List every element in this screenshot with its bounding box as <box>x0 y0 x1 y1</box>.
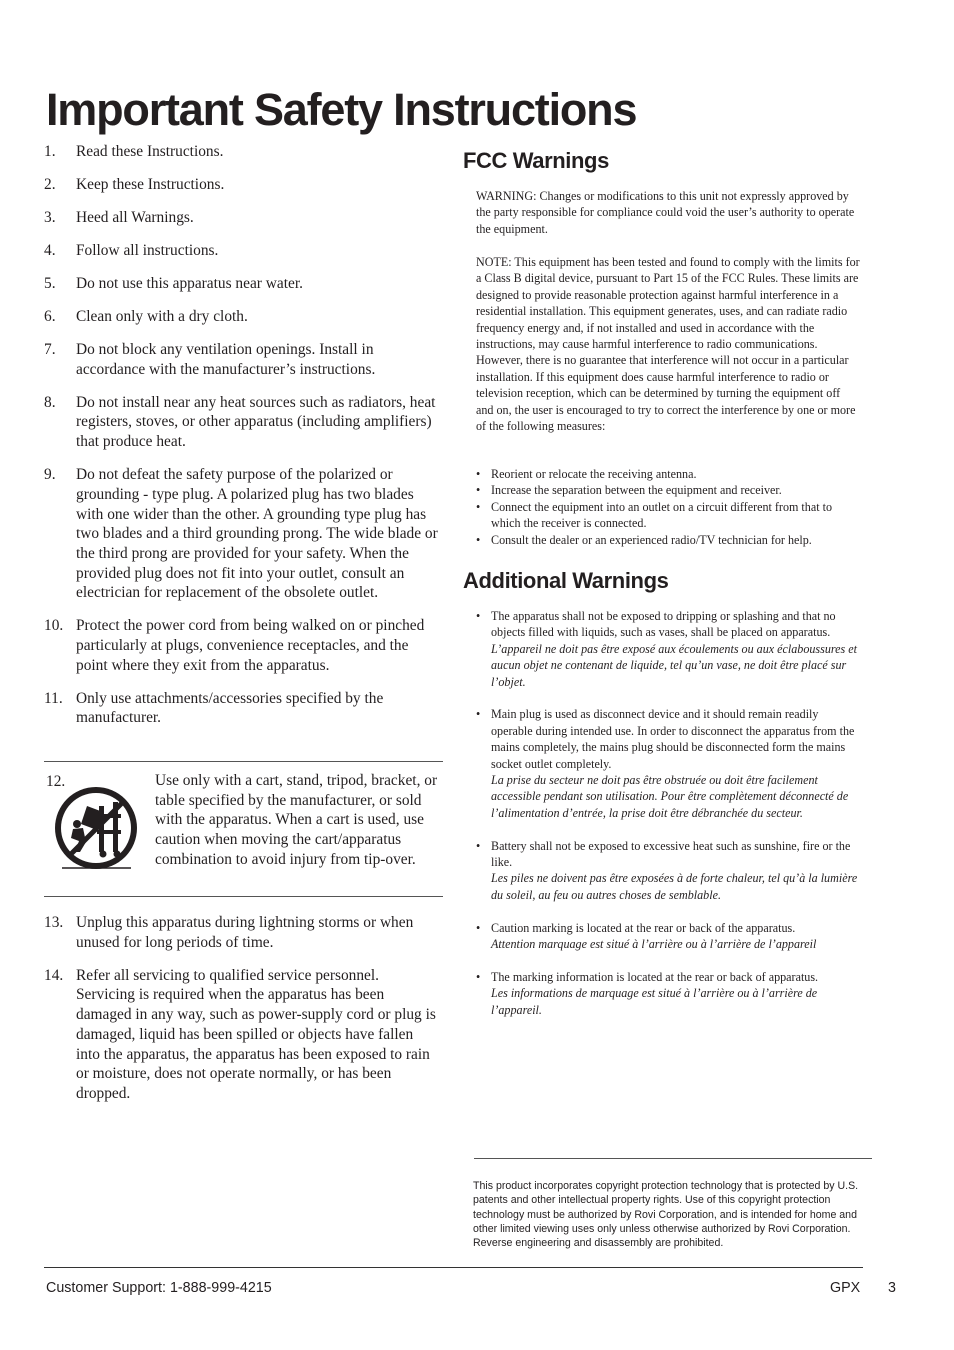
item-text: Do not block any ventilation openings. Install in accordance with the manufacturer’s instructions. <box>76 341 376 378</box>
instruction-list-continued <box>44 913 440 1117</box>
item-text: Unplug this apparatus during lightning storms or when unused for long periods of time. <box>76 914 414 951</box>
warning-text-fr: Les piles ne doivent pas être exposées à de forte chaleur, tel qu’à la lumière du soleil, au feu ou autres choses de semblable. <box>491 871 858 902</box>
bullet: • <box>476 532 481 547</box>
additional-warnings-list <box>476 608 862 1034</box>
warning-text-fr: Attention marquage est situé à l’arrière ou à l’arrière de l’appareil <box>491 937 817 952</box>
item-text: Do not install near any heat sources such as radiators, heat registers, stoves, or other apparatus (including amplifiers) that produce heat. <box>76 393 436 451</box>
item-text: Keep these Instructions. <box>76 176 225 193</box>
list-item <box>44 465 440 603</box>
fcc-note-text: NOTE: This equipment has been tested and found to comply with the limits for a Class B digital device, pursuant to Part 15 of the FCC Rules. These limits are designed to provide reasonable protection against harmful interference in a residential installation. This equipment generates, uses, and can radiate radio frequency energy and, if not installed and used in accordance with the instructions, may cause harmful interference to radio communications. However, there is no guarantee that interference will not occur in a particular installation. If this equipment does cause harmful interference to radio or television reception, which can be determined by turning the equipment off and on, the user is encouraged to try to correct the interference by one or more of the following measures: <box>476 255 860 434</box>
list-item <box>44 142 440 162</box>
customer-support: Customer Support: 1-888-999-4215 <box>46 1280 272 1296</box>
bullet: • <box>476 499 481 514</box>
item-text: Only use attachments/accessories specified by the manufacturer. <box>76 689 384 727</box>
list-item <box>476 608 862 690</box>
measure-text: Increase the separation between the equipment and receiver. <box>491 483 782 498</box>
item-number: 11. <box>44 689 63 707</box>
item-number: 12. <box>46 773 66 790</box>
warning-text: The apparatus shall not be exposed to dripping or splashing and that no objects filled with liquids, such as vases, shall be placed on apparatus. <box>491 609 836 640</box>
warning-text-fr: La prise du secteur ne doit pas être obstruée ou doit être facilement accessible pendant son utilisation. Pour être complètement déconnecté de l’alimentation d’entrée, la prise doit être débranchée du secteur. <box>491 773 849 820</box>
list-item <box>476 969 862 1018</box>
measure-text: Connect the equipment into an outlet on a circuit different from that to which the receiver is connected. <box>491 499 832 531</box>
additional-warnings-heading: Additional Warnings <box>463 568 669 593</box>
bullet: • <box>476 707 481 722</box>
item-number: 10. <box>44 617 64 635</box>
fcc-measures-list <box>476 466 860 548</box>
item-number: 1. <box>44 143 56 160</box>
copyright-divider <box>474 1158 872 1159</box>
item-number: 2. <box>44 176 56 193</box>
list-item <box>44 175 440 195</box>
fcc-warning-text: WARNING: Changes or modifications to this unit not expressly approved by the party responsible for compliance could void the user’s authority to operate the equipment. <box>476 189 855 236</box>
instruction-list <box>44 142 440 741</box>
list-item <box>476 706 862 821</box>
item-number: 13. <box>44 914 64 931</box>
item-text: Use only with a cart, stand, tripod, bracket, or table specified by the manufacturer, or sold with the apparatus. When a cart is used, use caution when moving the cart/apparatus combination to avoid injury from tip-over. <box>155 772 438 868</box>
item-text: Follow all instructions. <box>76 242 219 259</box>
item-text: Protect the power cord from being walked on or pinched particularly at plugs, convenience receptacles, and the point where they exit from the apparatus. <box>76 617 425 674</box>
list-item <box>476 532 860 548</box>
item-number: 6. <box>44 308 56 325</box>
list-item <box>44 208 440 228</box>
copyright-notice: This product incorporates copyright protection technology that is protected by U.S. patents and other intellectual property rights. Use of this copyright protection technology must be authorized by Rovi Corporation, and is intended for home and other limited viewing uses only unless otherwise authorized by Rovi Corporation. Reverse engineering and disassembly are prohibited. <box>473 1180 859 1250</box>
page-number: 3 <box>888 1280 896 1296</box>
list-item <box>476 499 860 532</box>
item-text: Do not use this apparatus near water. <box>76 275 303 292</box>
warning-text-fr: L’appareil ne doit pas être exposé aux écoulements ou aux éclaboussures et aucun objet ne contenant de liquide, tel qu’un vase, ne doit être placé sur l’objet. <box>491 641 857 689</box>
list-item <box>476 920 862 953</box>
list-item <box>44 241 440 261</box>
list-item <box>44 340 440 379</box>
brand-name: GPX <box>830 1280 861 1296</box>
list-item <box>44 274 440 294</box>
fcc-heading: FCC Warnings <box>463 148 609 173</box>
item-text: Heed all Warnings. <box>76 209 194 226</box>
item-text: Refer all servicing to qualified service personnel. Servicing is required when the apparatus has been damaged in any way, such as power-supply cord or plug is damaged, liquid has been spilled or objects have fallen into the apparatus, the apparatus has been exposed to rain or moisture, does not operate normally, or has been dropped. <box>76 966 436 1102</box>
list-item <box>44 966 440 1104</box>
page-title: Important Safety Instructions <box>46 84 637 135</box>
item-text: Read these Instructions. <box>76 143 224 160</box>
list-item <box>44 689 440 728</box>
item-number: 8. <box>44 393 56 411</box>
list-item <box>476 466 860 482</box>
warning-text: The marking information is located at the rear or back of apparatus. <box>491 969 819 984</box>
list-item <box>44 393 440 452</box>
bullet: • <box>476 838 481 853</box>
warning-text-fr: Les informations de marquage est situé à l’arrière ou à l’arrière de l’appareil. <box>491 986 818 1017</box>
item-number: 4. <box>44 242 56 259</box>
bullet: • <box>476 483 481 498</box>
warning-text: Caution marking is located at the rear or back of the apparatus. <box>491 920 796 935</box>
item-number: 5. <box>44 275 56 292</box>
list-item <box>44 616 440 675</box>
cart-warning-box <box>44 761 443 897</box>
bullet: • <box>476 609 481 623</box>
item-number: 9. <box>44 466 56 484</box>
bullet: • <box>476 920 481 935</box>
cart-tip-over-warning-icon <box>53 784 139 872</box>
list-item <box>44 307 440 327</box>
warning-text: Battery shall not be exposed to excessive heat such as sunshine, fire or the like. <box>491 838 851 870</box>
bullet: • <box>476 467 481 481</box>
item-number: 14. <box>44 966 64 984</box>
item-number: 3. <box>44 209 56 226</box>
footer-divider <box>44 1267 863 1268</box>
measure-text: Consult the dealer or an experienced radio/TV technician for help. <box>491 532 812 547</box>
bullet: • <box>476 969 481 984</box>
list-item <box>476 482 860 498</box>
item-text: Do not defeat the safety purpose of the polarized or grounding - type plug. A polarized plug has two blades with one wider than the other. A grounding type plug has two blades and a third grounding prong. The wide blade or the third prong are provided for your safety. When the provided plug does not fit into your outlet, consult an electrician for replacement of the obsolete outlet. <box>76 466 438 602</box>
measure-text: Reorient or relocate the receiving antenna. <box>491 467 697 481</box>
warning-text: Main plug is used as disconnect device and it should remain readily operable during intended use. In order to disconnect the apparatus from the mains completely, the mains plug should be disconnected form the mains socket outlet completely. <box>491 707 855 771</box>
item-number: 7. <box>44 341 56 358</box>
list-item <box>44 913 440 952</box>
list-item <box>476 838 862 904</box>
item-text: Clean only with a dry cloth. <box>76 308 248 325</box>
